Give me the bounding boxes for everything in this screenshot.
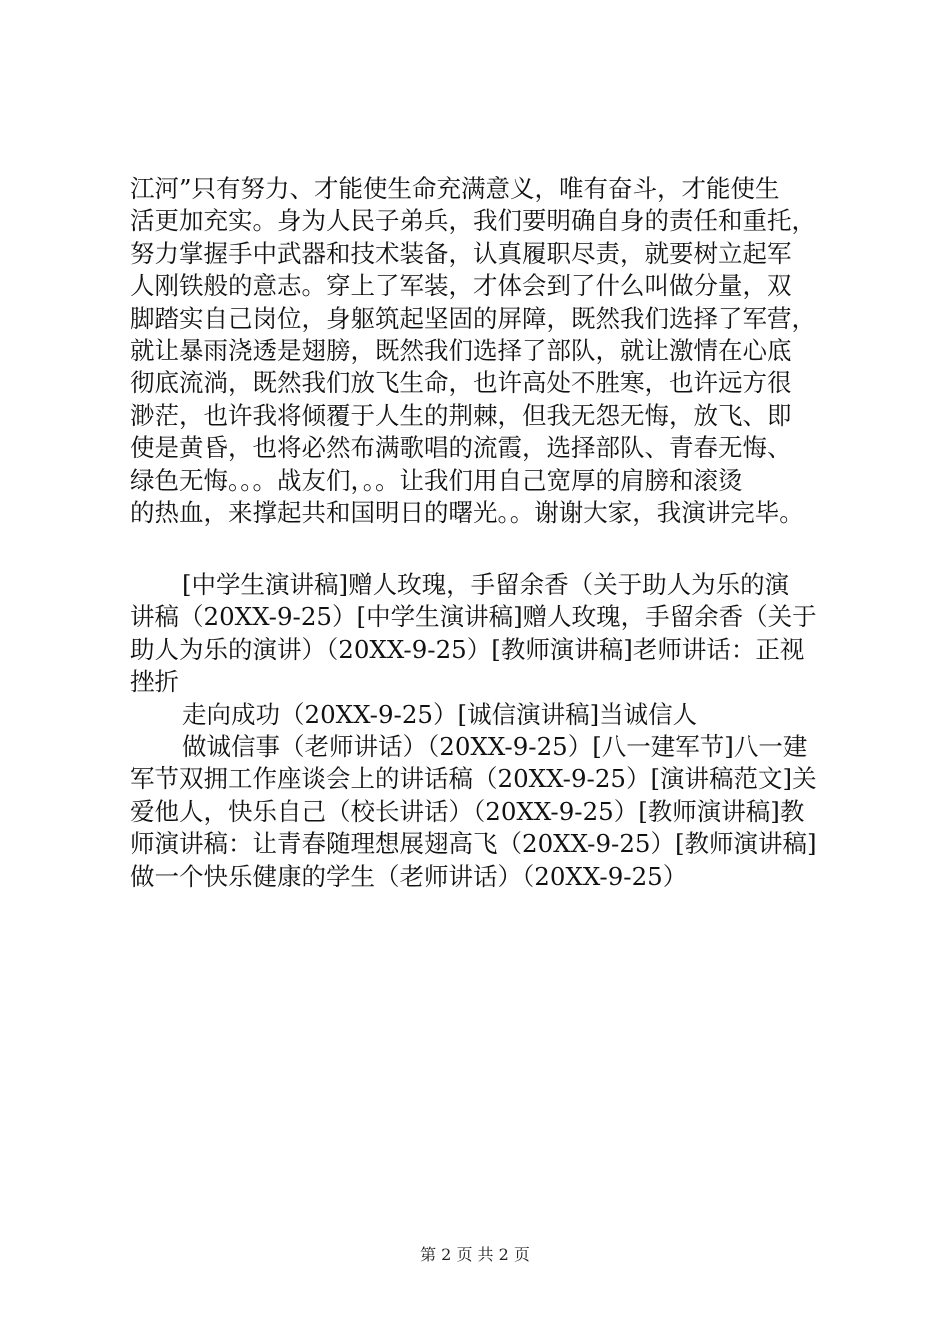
related-articles-list — [130, 569, 830, 893]
speech-closing-paragraph — [130, 173, 830, 529]
related-link-line[interactable]: 讲稿（20XX-9-25）[中学生演讲稿]赠人玫瑰，手留余香（关于 — [130, 602, 817, 632]
text-line: 绿色无悔。。。战友们，。。让我们用自己宽厚的肩膀和滚烫 — [130, 465, 743, 495]
text-line: 渺茫，也许我将倾覆于人生的荆棘，但我无怨无悔，放飞、即 — [130, 400, 792, 430]
text-line: 江河”只有努力、才能使生命充满意义，唯有奋斗，才能使生 — [130, 174, 780, 203]
related-link-line[interactable]: 做一个快乐健康的学生（老师讲话）（20XX-9-25） — [130, 861, 688, 891]
page-number-footer: 第 2 页 共 2 页 — [420, 1245, 530, 1264]
related-link-line[interactable]: [中学生演讲稿]赠人玫瑰，手留余香（关于助人为乐的演 — [182, 570, 790, 599]
text-line: 就让暴雨浇透是翅膀，既然我们选择了部队，就让激情在心底 — [130, 335, 792, 365]
related-link-line[interactable]: 做诚信事（老师讲话）（20XX-9-25）[八一建军节]八一建 — [182, 731, 808, 761]
related-link-line[interactable]: 助人为乐的演讲）（20XX-9-25）[教师演讲稿]老师讲话：正视 — [130, 634, 805, 664]
related-link-line[interactable]: 军节双拥工作座谈会上的讲话稿（20XX-9-25）[演讲稿范文]关 — [130, 764, 817, 794]
text-line: 活更加充实。身为人民子弟兵，我们要明确自身的责任和重托， — [130, 206, 816, 236]
text-line: 使是黄昏，也将必然布满歌唱的流霞，选择部队、青春无悔、 — [130, 433, 792, 463]
text-line: 的热血，来撑起共和国明日的曙光。。谢谢大家，我演讲完毕。 — [130, 497, 804, 527]
related-link-line[interactable]: 走向成功（20XX-9-25）[诚信演讲稿]当诚信人 — [182, 699, 698, 729]
text-line: 人刚铁般的意志。穿上了军装，才体会到了什么叫做分量，双 — [130, 271, 792, 301]
text-line: 努力掌握手中武器和技术装备，认真履职尽责，就要树立起军 — [130, 238, 792, 268]
text-line: 脚踏实自己岗位，身躯筑起坚固的屏障，既然我们选择了军营， — [130, 303, 816, 333]
related-link-line[interactable]: 爱他人，快乐自己（校长讲话）（20XX-9-25）[教师演讲稿]教 — [130, 796, 805, 826]
text-line: 彻底流淌，既然我们放飞生命，也许高处不胜寒，也许远方很 — [130, 368, 792, 398]
related-link-line[interactable]: 师演讲稿：让青春随理想展翅高飞（20XX-9-25）[教师演讲稿] — [130, 829, 817, 859]
related-link-line[interactable]: 挫折 — [130, 667, 179, 697]
